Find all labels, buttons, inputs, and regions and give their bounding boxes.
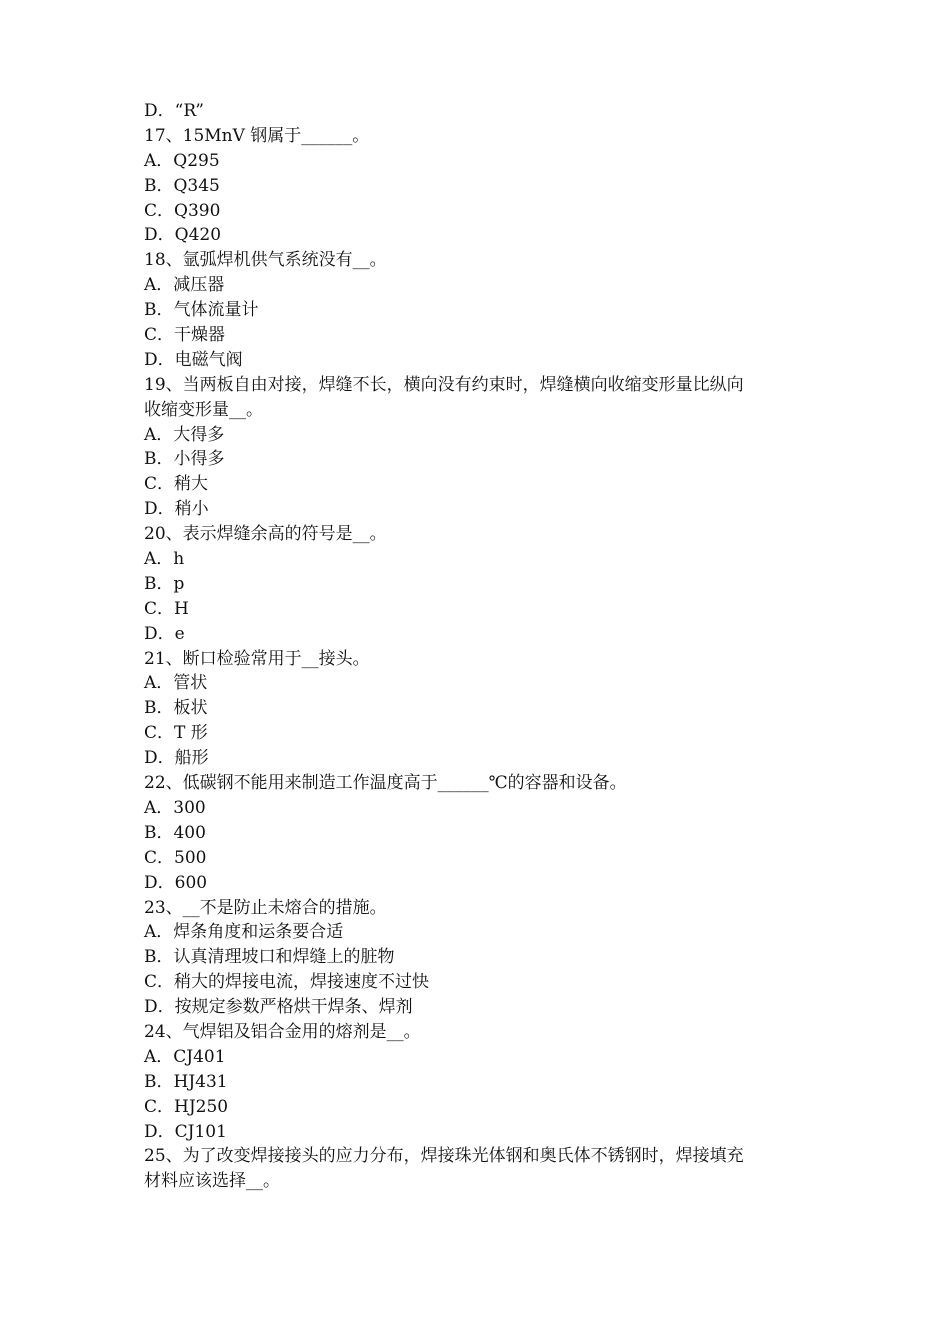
option-c-24: C．HJ250 <box>144 1096 229 1117</box>
option-a-17: A．Q295 <box>144 150 220 171</box>
question-19-line-1: 19、当两板自由对接，焊缝不长，横向没有约束时，焊缝横向收缩变形量比纵向 <box>144 374 744 395</box>
question-20: 20、表示焊缝余高的符号是__。 <box>144 524 387 545</box>
option-d-17: D．Q420 <box>144 225 222 246</box>
question-25-line-2: 材料应该选择__。 <box>144 1171 280 1192</box>
option-d-18: D．电磁气阀 <box>144 349 243 370</box>
question-24: 24、气焊铝及铝合金用的熔剂是__。 <box>144 1021 421 1042</box>
option-a-21: A．管状 <box>144 673 208 694</box>
option-a-24: A．CJ401 <box>144 1046 226 1067</box>
option-a-22: A．300 <box>144 797 206 818</box>
option-d-16: D．“R” <box>144 101 204 121</box>
option-a-20: A．h <box>144 549 185 570</box>
option-b-21: B．板状 <box>144 698 208 719</box>
question-17: 17、15MnV 钢属于______。 <box>144 125 370 146</box>
option-d-19: D．稍小 <box>144 499 209 520</box>
option-b-24: B．HJ431 <box>144 1071 228 1092</box>
option-b-18: B．气体流量计 <box>144 300 259 321</box>
option-d-22: D．600 <box>144 872 208 893</box>
option-b-20: B．p <box>144 573 185 594</box>
option-c-17: C．Q390 <box>144 200 221 221</box>
question-18: 18、氩弧焊机供气系统没有__。 <box>144 250 387 271</box>
option-d-23: D．按规定参数严格烘干焊条、焊剂 <box>144 997 413 1018</box>
option-a-18: A．减压器 <box>144 275 225 296</box>
option-b-19: B．小得多 <box>144 449 225 470</box>
question-25-line-1: 25、为了改变焊接接头的应力分布，焊接珠光体钢和奥氏体不锈钢时，焊接填充 <box>144 1146 744 1167</box>
question-19-line-2: 收缩变形量__。 <box>144 399 263 420</box>
option-d-21: D．船形 <box>144 748 209 769</box>
option-b-22: B．400 <box>144 822 206 843</box>
option-d-20: D．e <box>144 623 185 644</box>
document-page <box>144 99 824 1194</box>
option-b-23: B．认真清理坡口和焊缝上的脏物 <box>144 947 395 968</box>
option-c-19: C．稍大 <box>144 474 209 495</box>
option-c-22: C．500 <box>144 847 207 868</box>
question-23: 23、__不是防止未熔合的措施。 <box>144 897 387 918</box>
option-c-23: C．稍大的焊接电流，焊接速度不过快 <box>144 972 430 993</box>
option-c-18: C．干燥器 <box>144 325 226 346</box>
option-b-17: B．Q345 <box>144 175 220 196</box>
question-21: 21、断口检验常用于__接头。 <box>144 648 370 669</box>
option-d-24: D．CJ101 <box>144 1121 227 1142</box>
option-a-19: A．大得多 <box>144 424 225 445</box>
option-c-21: C．T 形 <box>144 723 208 744</box>
option-a-23: A．焊条角度和运条要合适 <box>144 922 344 943</box>
question-22: 22、低碳钢不能用来制造工作温度高于______℃的容器和设备。 <box>144 773 627 794</box>
option-c-20: C．H <box>144 598 189 619</box>
